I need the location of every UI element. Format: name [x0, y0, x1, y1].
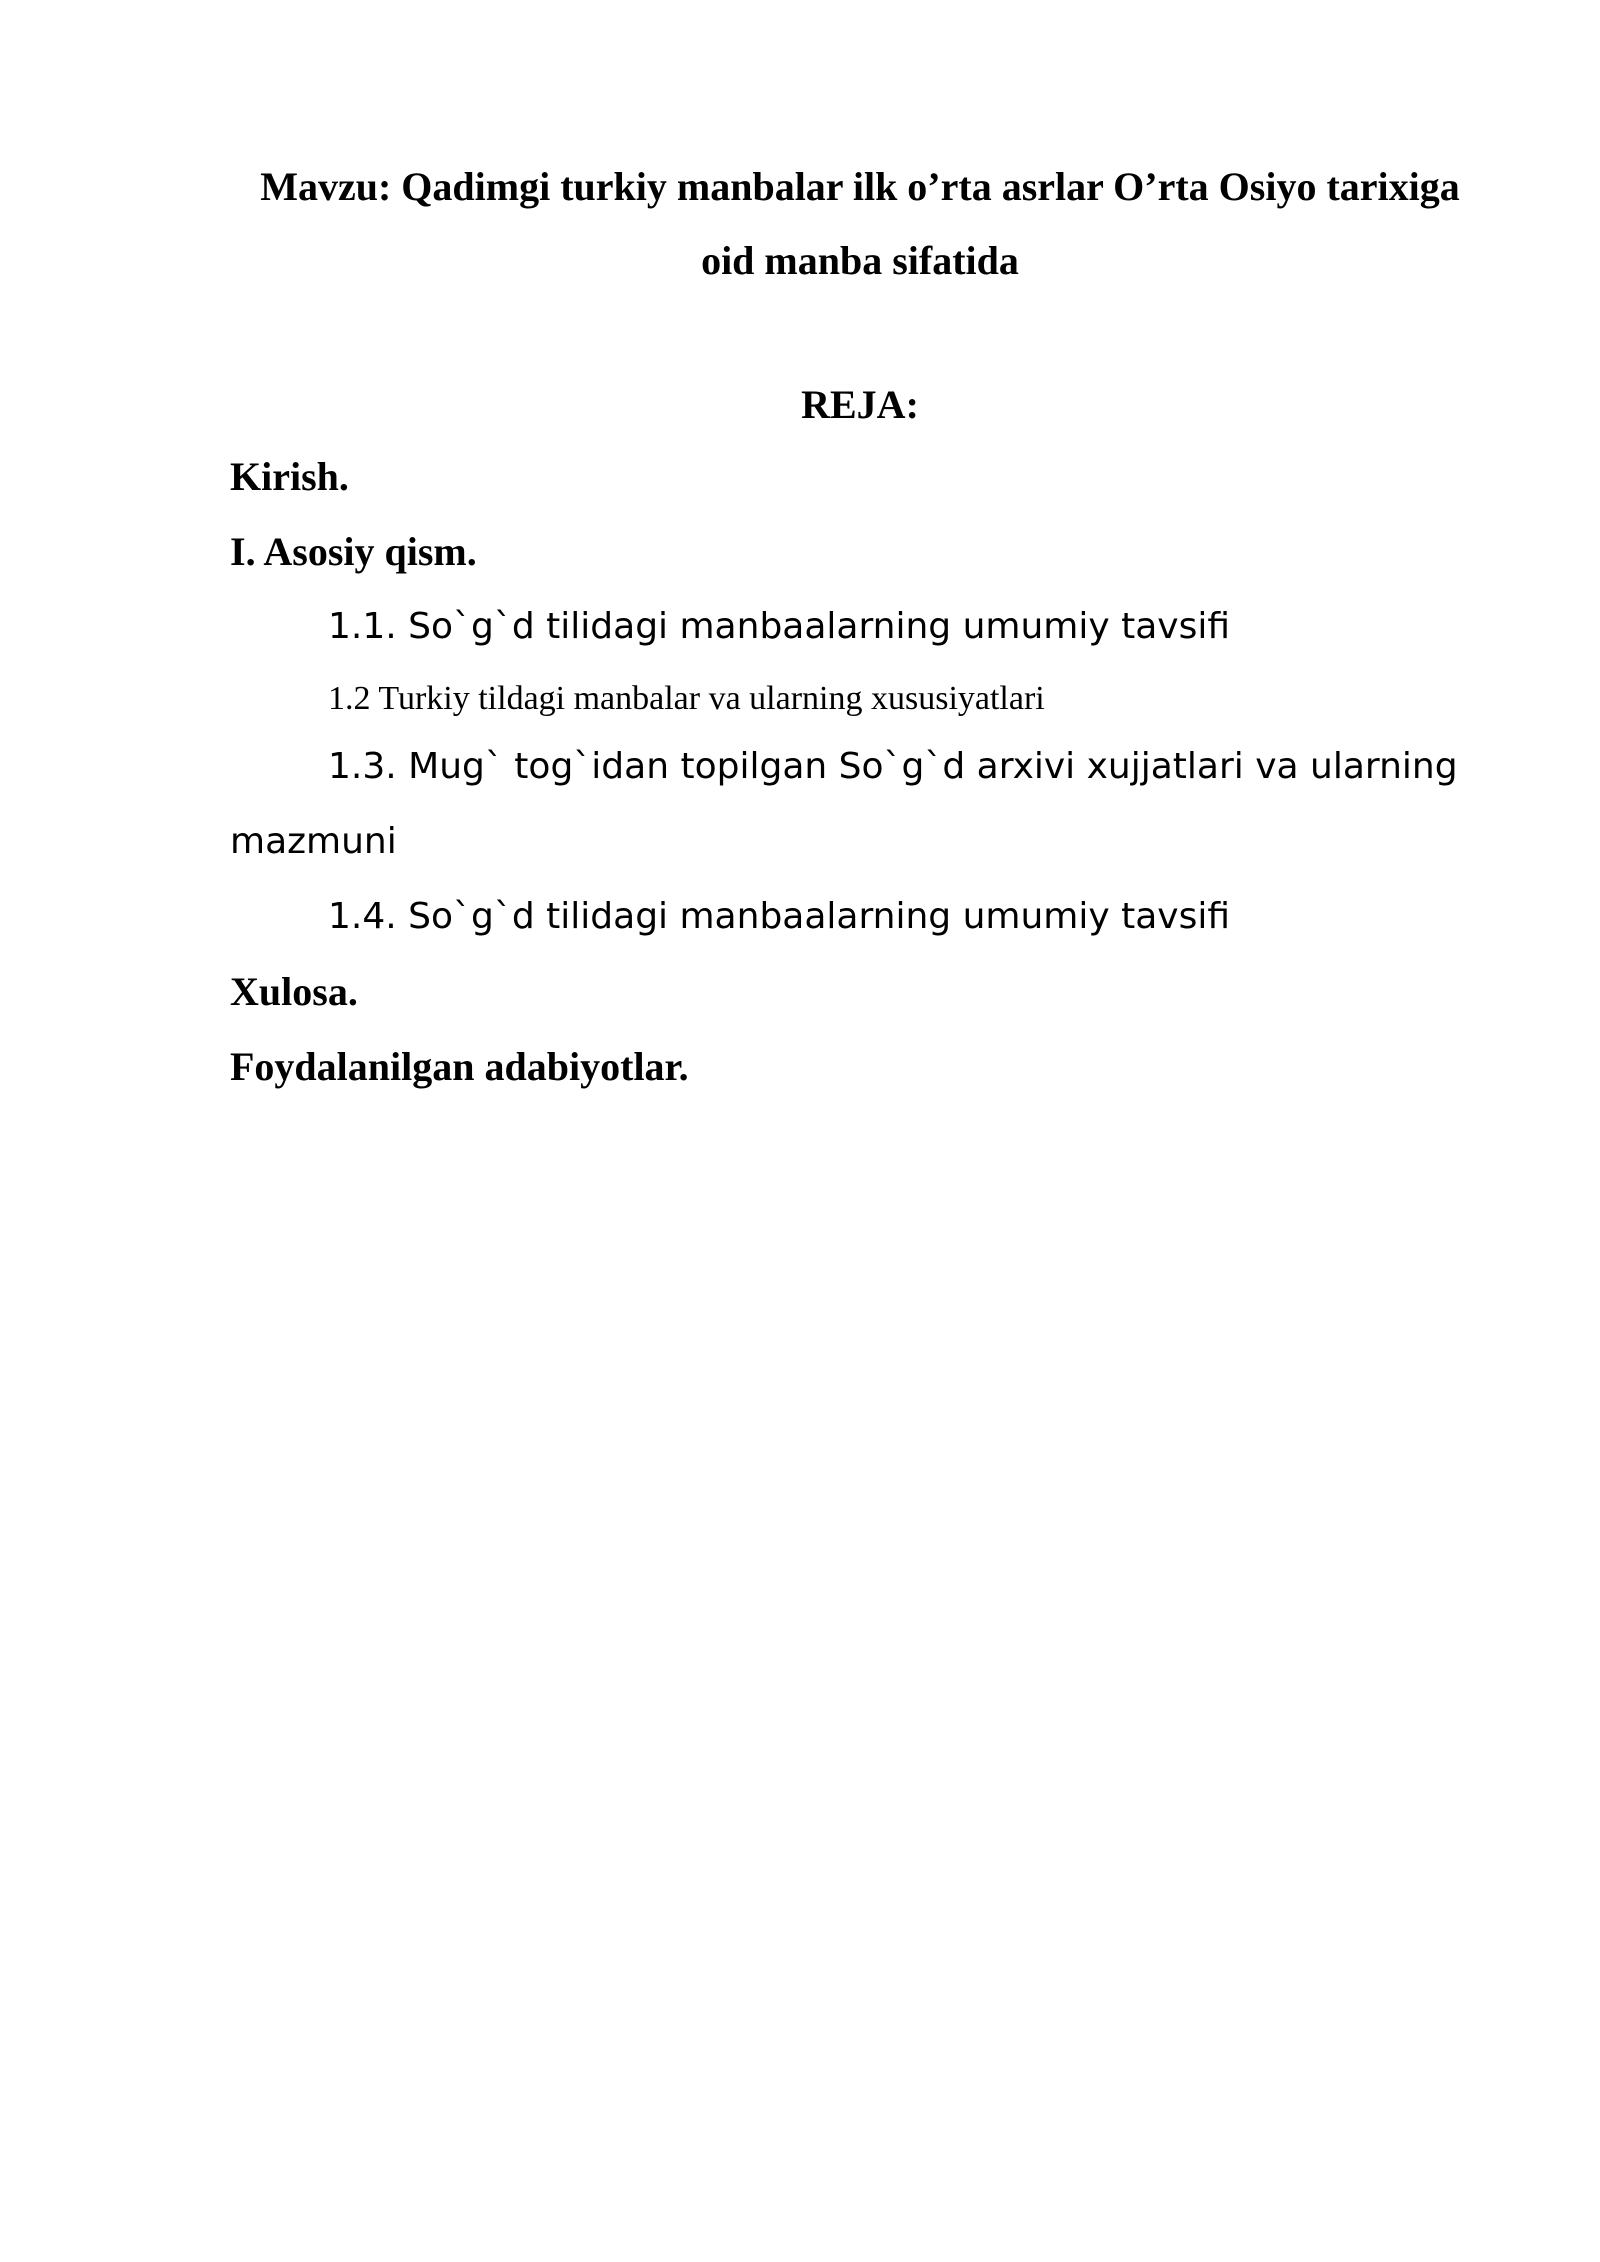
plan-subitem-1-4: 1.4. So`g`d tilidagi manbaalarning umumiy tavsifi [328, 896, 1231, 937]
plan-item-conclusion: Xulosa. [230, 969, 358, 1014]
document-title: Mavzu: Qadimgi turkiy manbalar ilk o’rta asrlar O’rta Osiyo tarixiga oid manba sifatida [260, 164, 1460, 283]
plan-item-main-part: I. Asosiy qism. [230, 529, 477, 574]
plan-subitem-1-3-line1: 1.3. Mug` tog`idan topilgan So`g`d arxivi xujjatlari va ularning [328, 746, 1458, 787]
plan-item-references: Foydalanilgan adabiyotlar. [230, 1044, 689, 1089]
plan-heading: REJA: [801, 382, 919, 427]
plan-subitem-1-1: 1.1. So`g`d tilidagi manbaalarning umumiy tavsifi [328, 606, 1231, 647]
plan-subitem-1-2: 1.2 Turkiy tildagi manbalar va ularning xususiyatlari [328, 680, 1045, 717]
plan-item-intro: Kirish. [230, 454, 349, 499]
plan-subitem-1-3-line2: mazmuni [230, 821, 397, 862]
